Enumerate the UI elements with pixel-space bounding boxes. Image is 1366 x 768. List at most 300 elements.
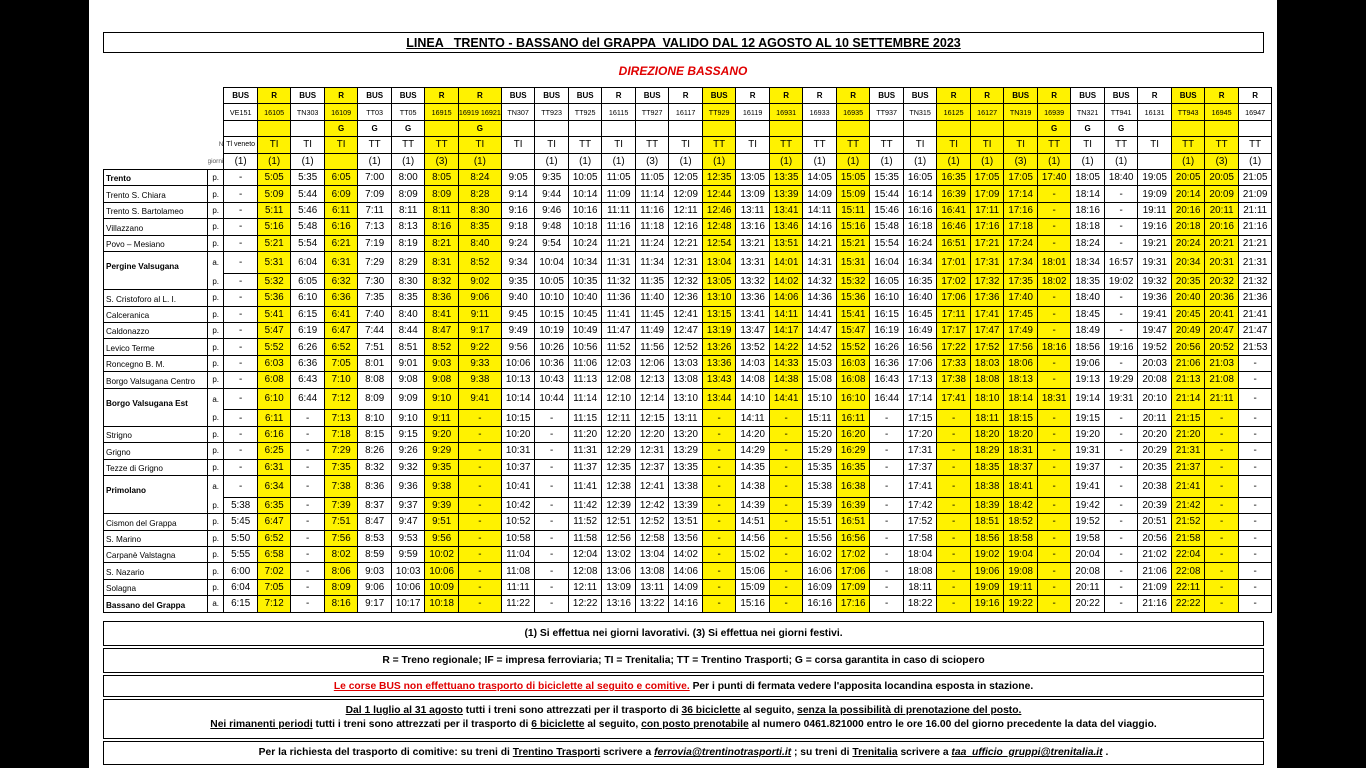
time-cell: 13:03 (669, 355, 703, 371)
time-cell: - (937, 547, 971, 563)
time-cell: 11:52 (568, 514, 602, 530)
time-cell: 20:52 (1205, 339, 1239, 355)
time-cell: - (1104, 235, 1138, 251)
time-cell: 9:40 (501, 290, 535, 306)
time-cell: - (702, 459, 736, 475)
header-corner-label (208, 120, 224, 136)
time-cell: 21:05 (1238, 169, 1272, 185)
time-cell: 20:08 (1138, 372, 1172, 388)
timetable-row (104, 563, 1272, 579)
time-cell: 8:32 (425, 273, 459, 289)
groups-text: Per la richiesta del trasporto di comitive: su treni di (258, 747, 513, 758)
time-cell: 16:56 (836, 530, 870, 546)
time-cell: 19:09 (970, 579, 1004, 595)
time-cell: - (291, 563, 325, 579)
time-cell: 12:58 (635, 530, 669, 546)
time-cell: 17:35 (1004, 273, 1038, 289)
time-cell: - (535, 514, 569, 530)
timetable-row (104, 579, 1272, 595)
timetable-row (104, 443, 1272, 459)
time-cell: 10:36 (535, 355, 569, 371)
time-cell: 19:36 (1138, 290, 1172, 306)
time-cell: 21:03 (1205, 355, 1239, 371)
header-cell-guaranteed (769, 120, 803, 136)
time-cell: - (769, 459, 803, 475)
time-cell: 16:44 (870, 388, 904, 410)
time-cell: 19:21 (1138, 235, 1172, 251)
header-cell-number: 16945 (1205, 104, 1239, 120)
arrival-departure-flag: p. (208, 339, 224, 355)
header-cell-number: 16939 (1037, 104, 1071, 120)
time-cell: 12:35 (602, 459, 636, 475)
summer-bike-note (104, 704, 1263, 718)
time-cell: - (937, 514, 971, 530)
time-cell: - (1104, 459, 1138, 475)
time-cell: 18:34 (1071, 251, 1105, 273)
header-cell-type: BUS (358, 88, 392, 104)
station-name: S. Cristoforo al L. I. (104, 290, 208, 306)
time-cell: 7:12 (257, 596, 291, 612)
time-cell: 8:32 (358, 459, 392, 475)
time-cell: 13:05 (702, 273, 736, 289)
header-cell-type: R (1205, 88, 1239, 104)
header-cell-number: 16125 (937, 104, 971, 120)
time-cell: 16:29 (836, 443, 870, 459)
time-cell: 9:05 (501, 169, 535, 185)
header-cell-number: TN303 (291, 104, 325, 120)
time-cell: 18:40 (1071, 290, 1105, 306)
time-cell: 18:45 (1071, 306, 1105, 322)
time-cell: - (702, 530, 736, 546)
time-cell: 18:49 (1071, 322, 1105, 338)
time-cell: 6:32 (324, 273, 358, 289)
time-cell: 13:15 (702, 306, 736, 322)
header-cell-operator: TT (1238, 137, 1272, 153)
time-cell: 16:56 (903, 339, 937, 355)
time-cell: 5:55 (224, 547, 258, 563)
header-cell-number: TN307 (501, 104, 535, 120)
time-cell: 19:20 (1071, 426, 1105, 442)
time-cell: 12:11 (568, 579, 602, 595)
header-cell-guaranteed (501, 120, 535, 136)
header-cell-number: 16915 (425, 104, 459, 120)
timetable-row (104, 251, 1272, 273)
arrival-departure-flag: p. (208, 372, 224, 388)
time-cell: 16:57 (1104, 251, 1138, 273)
time-cell: 20:16 (1171, 202, 1205, 218)
time-cell: - (1037, 290, 1071, 306)
time-cell: 18:06 (1004, 355, 1038, 371)
notes-legend-box (103, 648, 1264, 673)
header-cell-type: BUS (1004, 88, 1038, 104)
time-cell: 10:37 (501, 459, 535, 475)
time-cell: 14:56 (736, 530, 770, 546)
time-cell: 13:26 (702, 339, 736, 355)
time-cell: 7:02 (257, 563, 291, 579)
time-cell: - (224, 186, 258, 202)
time-cell: 12:09 (669, 186, 703, 202)
time-cell: 7:29 (358, 251, 392, 273)
header-row-type (104, 88, 1272, 104)
time-cell: 17:06 (836, 563, 870, 579)
time-cell: 8:36 (425, 290, 459, 306)
station-name: Borgo Valsugana Est (104, 388, 208, 410)
time-cell: 12:35 (702, 169, 736, 185)
time-cell: 5:46 (291, 202, 325, 218)
time-cell: 5:21 (257, 235, 291, 251)
time-cell: 14:16 (803, 219, 837, 235)
time-cell: - (224, 235, 258, 251)
time-cell: 13:51 (769, 235, 803, 251)
time-cell: 10:15 (535, 306, 569, 322)
time-cell: 19:09 (1138, 186, 1172, 202)
header-cell-days (501, 153, 535, 169)
header-row-guaranteed (104, 120, 1272, 136)
time-cell: 18:56 (970, 530, 1004, 546)
arrival-departure-flag: p. (208, 322, 224, 338)
time-cell: 18:37 (1004, 459, 1038, 475)
time-cell: 9:35 (501, 273, 535, 289)
time-cell: 7:12 (324, 388, 358, 410)
time-cell: - (224, 459, 258, 475)
header-cell-days: (1) (769, 153, 803, 169)
arrival-departure-flag: p. (208, 514, 224, 530)
time-cell: 5:16 (257, 219, 291, 235)
time-cell: 10:18 (425, 596, 459, 612)
time-cell: 13:35 (669, 459, 703, 475)
time-cell: 21:11 (1205, 388, 1239, 410)
time-cell: 20:11 (1138, 410, 1172, 426)
time-cell: 19:08 (1004, 563, 1038, 579)
header-cell-operator: TT (358, 137, 392, 153)
time-cell: - (1238, 530, 1272, 546)
time-cell: 10:52 (501, 514, 535, 530)
time-cell: 19:02 (970, 547, 1004, 563)
time-cell: 7:38 (324, 475, 358, 497)
time-cell: 17:09 (836, 579, 870, 595)
time-cell: 16:49 (903, 322, 937, 338)
groups-text-2: scrivere a (600, 747, 655, 758)
header-cell-type: BUS (903, 88, 937, 104)
time-cell: 17:18 (1004, 219, 1038, 235)
time-cell: 16:39 (836, 497, 870, 513)
header-cell-guaranteed (257, 120, 291, 136)
header-cell-guaranteed (937, 120, 971, 136)
time-cell: 13:38 (669, 475, 703, 497)
time-cell: 12:05 (669, 169, 703, 185)
time-cell: - (870, 579, 904, 595)
time-cell: 20:41 (1205, 306, 1239, 322)
time-cell: 14:02 (769, 273, 803, 289)
time-cell: 9:03 (358, 563, 392, 579)
groups-text-4: scrivere a (897, 747, 952, 758)
time-cell: 10:31 (501, 443, 535, 459)
time-cell: 20:40 (1171, 290, 1205, 306)
time-cell: 15:41 (836, 306, 870, 322)
header-cell-number: 16115 (602, 104, 636, 120)
time-cell: - (702, 596, 736, 612)
time-cell: 12:54 (702, 235, 736, 251)
time-cell: 9:24 (501, 235, 535, 251)
time-cell: 6:47 (257, 514, 291, 530)
time-cell: 10:06 (391, 579, 425, 595)
time-cell: 9:11 (425, 410, 459, 426)
time-cell: 20:49 (1171, 322, 1205, 338)
header-cell-type: R (257, 88, 291, 104)
time-cell: 18:03 (970, 355, 1004, 371)
time-cell: 12:20 (635, 426, 669, 442)
time-cell: 15:11 (803, 410, 837, 426)
time-cell: 6:58 (257, 547, 291, 563)
time-cell: 18:01 (1037, 251, 1071, 273)
time-cell: 11:15 (568, 410, 602, 426)
header-cell-guaranteed: G (1037, 120, 1071, 136)
time-cell: 6:03 (257, 355, 291, 371)
header-cell-days: (1) (803, 153, 837, 169)
time-cell: 6:09 (324, 186, 358, 202)
time-cell: 6:52 (257, 530, 291, 546)
time-cell: 20:24 (1171, 235, 1205, 251)
time-cell: 17:21 (970, 235, 1004, 251)
time-cell: 20:08 (1071, 563, 1105, 579)
time-cell: 11:47 (602, 322, 636, 338)
time-cell: - (1238, 514, 1272, 530)
header-cell-days: (1) (702, 153, 736, 169)
time-cell: 20:31 (1205, 251, 1239, 273)
time-cell: 11:56 (635, 339, 669, 355)
header-cell-number: 16947 (1238, 104, 1272, 120)
time-cell: 20:05 (1205, 169, 1239, 185)
timetable-row (104, 426, 1272, 442)
time-cell: 14:02 (669, 547, 703, 563)
time-cell: 11:16 (602, 219, 636, 235)
time-cell: 20:35 (1171, 273, 1205, 289)
time-cell: 19:52 (1138, 339, 1172, 355)
time-cell: 9:56 (425, 530, 459, 546)
time-cell: 6:47 (324, 322, 358, 338)
header-corner-label (208, 104, 224, 120)
time-cell: 13:10 (669, 388, 703, 410)
time-cell: - (1104, 475, 1138, 497)
time-cell: - (1205, 579, 1239, 595)
time-cell: 20:16 (1205, 219, 1239, 235)
time-cell: 6:10 (291, 290, 325, 306)
time-cell: 16:51 (937, 235, 971, 251)
header-cell-type: R (970, 88, 1004, 104)
time-cell: 8:53 (358, 530, 392, 546)
time-cell: 11:31 (568, 443, 602, 459)
time-cell: 17:45 (1004, 306, 1038, 322)
time-cell: 14:09 (669, 579, 703, 595)
header-cell-number: TT929 (702, 104, 736, 120)
header-cell-operator: TT (1037, 137, 1071, 153)
header-corner-label: N (218, 141, 224, 149)
header-cell-guaranteed (1171, 120, 1205, 136)
time-cell: 21:58 (1171, 530, 1205, 546)
timetable-row (104, 306, 1272, 322)
time-cell: 12:10 (602, 388, 636, 410)
other-booking: con posto prenotabile (641, 719, 749, 730)
time-cell: 12:04 (568, 547, 602, 563)
header-cell-operator: TT (425, 137, 459, 153)
time-cell: 16:02 (803, 547, 837, 563)
time-cell: - (769, 514, 803, 530)
header-cell-operator: TT (870, 137, 904, 153)
header-cell-type: R (803, 88, 837, 104)
time-cell: 12:32 (669, 273, 703, 289)
time-cell: - (224, 388, 258, 410)
time-cell: 9:11 (458, 306, 501, 322)
time-cell: 18:13 (1004, 372, 1038, 388)
time-cell: - (870, 410, 904, 426)
header-cell-operator: TI (324, 137, 358, 153)
time-cell: 8:37 (358, 497, 392, 513)
station-name: Solagna (104, 579, 208, 595)
ti-email-link[interactable]: taa_ufficio_gruppi@trenitalia.it (951, 747, 1103, 758)
time-cell: 9:35 (425, 459, 459, 475)
time-cell: - (224, 355, 258, 371)
time-cell: 17:11 (937, 306, 971, 322)
time-cell: 18:08 (970, 372, 1004, 388)
time-cell: - (769, 596, 803, 612)
time-cell: 12:14 (635, 388, 669, 410)
time-cell: 11:32 (602, 273, 636, 289)
time-cell: 17:14 (1004, 186, 1038, 202)
time-cell: 6:44 (291, 388, 325, 410)
time-cell: - (702, 497, 736, 513)
time-cell: 8:11 (425, 202, 459, 218)
time-cell: - (1104, 497, 1138, 513)
time-cell: 10:49 (568, 322, 602, 338)
arrival-departure-flag: a. (208, 475, 224, 497)
time-cell: - (702, 579, 736, 595)
time-cell: 17:15 (903, 410, 937, 426)
time-cell: 6:04 (291, 251, 325, 273)
time-cell: 14:11 (736, 410, 770, 426)
time-cell: 10:10 (535, 290, 569, 306)
time-cell: 8:13 (391, 219, 425, 235)
time-cell: - (291, 475, 325, 497)
time-cell: 15:31 (836, 251, 870, 273)
time-cell: - (1104, 426, 1138, 442)
timetable-row (104, 596, 1272, 612)
time-cell: 15:11 (836, 202, 870, 218)
time-cell: 8:44 (391, 322, 425, 338)
time-cell: 14:51 (736, 514, 770, 530)
time-cell: - (535, 497, 569, 513)
header-cell-type: R (769, 88, 803, 104)
time-cell: 17:22 (937, 339, 971, 355)
time-cell: 9:34 (501, 251, 535, 273)
time-cell: 12:51 (602, 514, 636, 530)
time-cell: 13:11 (736, 202, 770, 218)
time-cell: 17:05 (970, 169, 1004, 185)
time-cell: - (1104, 547, 1138, 563)
time-cell: 9:16 (501, 202, 535, 218)
time-cell: 5:36 (257, 290, 291, 306)
time-cell: 10:34 (568, 251, 602, 273)
time-cell: 11:04 (501, 547, 535, 563)
time-cell: 16:45 (903, 306, 937, 322)
header-cell-operator: TT (769, 137, 803, 153)
time-cell: 13:29 (669, 443, 703, 459)
header-cell-number: 16117 (669, 104, 703, 120)
header-cell-number: TT03 (358, 104, 392, 120)
time-cell: 21:41 (1238, 306, 1272, 322)
time-cell: - (224, 475, 258, 497)
time-cell: 17:41 (903, 475, 937, 497)
time-cell: 13:08 (635, 563, 669, 579)
header-cell-guaranteed (903, 120, 937, 136)
time-cell: - (1205, 443, 1239, 459)
time-cell: 14:38 (736, 475, 770, 497)
time-cell: 9:09 (391, 388, 425, 410)
time-cell: 14:16 (669, 596, 703, 612)
time-cell: - (870, 497, 904, 513)
time-cell: 12:52 (669, 339, 703, 355)
timetable-row (104, 514, 1272, 530)
time-cell: - (937, 530, 971, 546)
time-cell: 16:16 (903, 202, 937, 218)
header-cell-type: BUS (1104, 88, 1138, 104)
time-cell: 14:11 (769, 306, 803, 322)
time-cell: 19:52 (1071, 514, 1105, 530)
header-cell-days: (1) (1071, 153, 1105, 169)
time-cell: 20:11 (1071, 579, 1105, 595)
header-row-operator (104, 137, 1272, 153)
time-cell: 17:01 (937, 251, 971, 273)
station-name: Tezze di Grigno (104, 459, 208, 475)
time-cell: - (937, 475, 971, 497)
time-cell: 19:58 (1071, 530, 1105, 546)
time-cell: 8:16 (324, 596, 358, 612)
time-cell: 17:20 (903, 426, 937, 442)
time-cell: 9:33 (458, 355, 501, 371)
time-cell: 8:00 (391, 169, 425, 185)
tt-email-link[interactable]: ferrovia@trentinotrasporti.it (654, 747, 792, 758)
time-cell: 6:10 (257, 388, 291, 410)
time-cell: 10:56 (568, 339, 602, 355)
time-cell: 13:08 (669, 372, 703, 388)
time-cell: 18:11 (970, 410, 1004, 426)
time-cell: 9:32 (391, 459, 425, 475)
time-cell: 14:03 (736, 355, 770, 371)
time-cell: 19:11 (1004, 579, 1038, 595)
time-cell: 16:46 (937, 219, 971, 235)
time-cell: 16:18 (903, 219, 937, 235)
header-cell-operator: TT (568, 137, 602, 153)
timetable-row (104, 235, 1272, 251)
time-cell: 20:03 (1138, 355, 1172, 371)
time-cell: - (1104, 596, 1138, 612)
time-cell: 14:06 (669, 563, 703, 579)
time-cell: 17:16 (1004, 202, 1038, 218)
time-cell: - (535, 563, 569, 579)
timetable-row (104, 202, 1272, 218)
header-cell-days: (1) (1104, 153, 1138, 169)
time-cell: - (224, 202, 258, 218)
time-cell: - (870, 563, 904, 579)
groups-note (104, 742, 1263, 764)
time-cell: - (769, 443, 803, 459)
time-cell: 8:24 (458, 169, 501, 185)
time-cell: 8:36 (358, 475, 392, 497)
time-cell: - (1104, 579, 1138, 595)
time-cell: - (937, 426, 971, 442)
time-cell: 21:53 (1238, 339, 1272, 355)
time-cell: - (1104, 186, 1138, 202)
time-cell: 18:15 (1004, 410, 1038, 426)
